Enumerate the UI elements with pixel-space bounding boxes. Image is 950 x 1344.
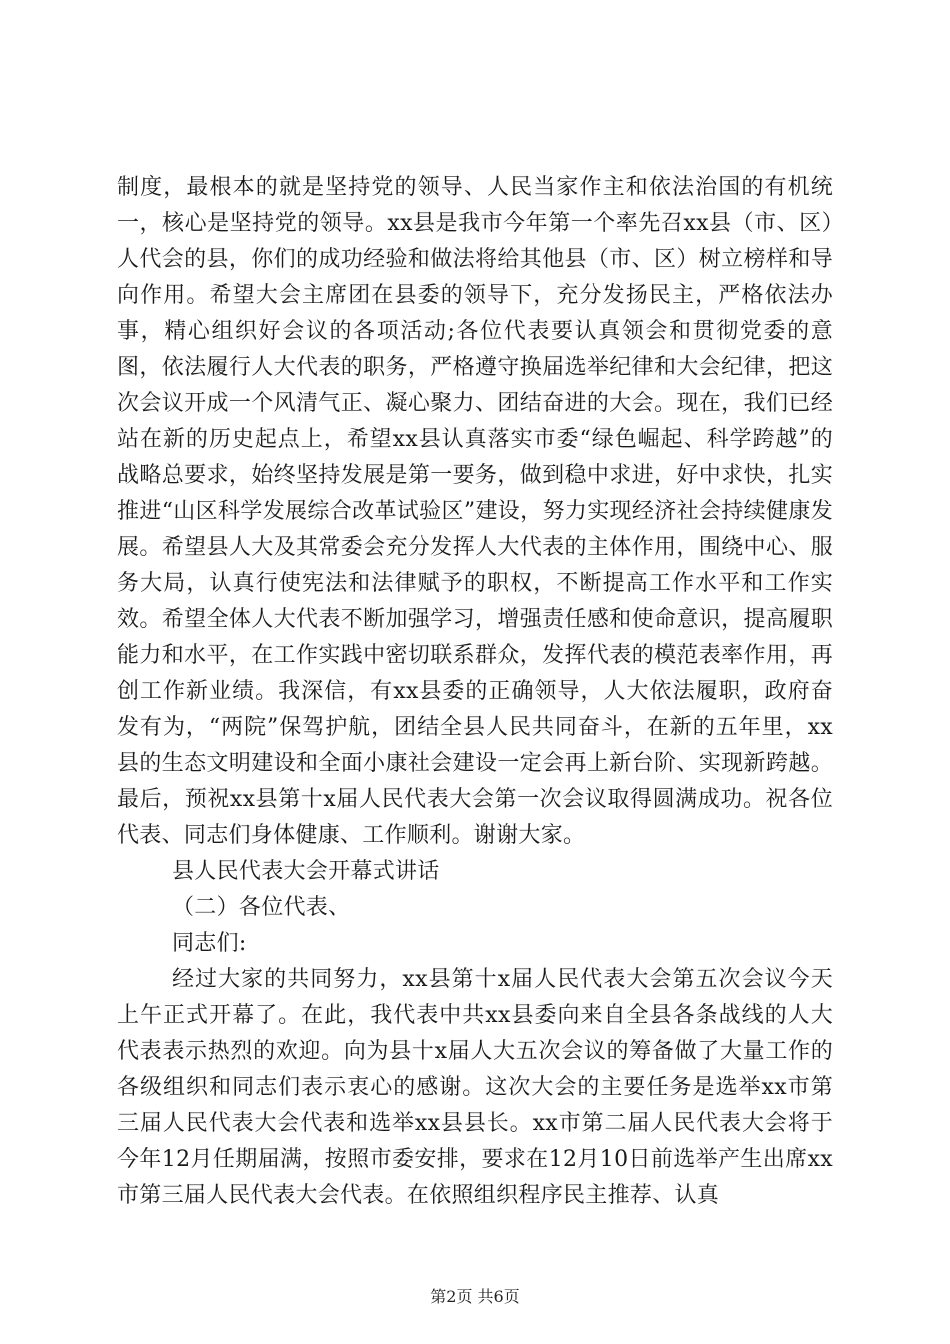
body-paragraph: 经过大家的共同努力，xx县第十x届人民代表大会第五次会议今天上午正式开幕了。在此，我代表中共xx县委向来自全县各条战线的人大代表表示热烈的欢迎。向为县十x届人大五次会议的筹备做了大量工作的各级组织和同志们表示衷心的感谢。这次大会的主要任务是选举xx市第三届人民代表大会代表和选举xx县县长。xx市第二届人民代表大会将于今年12月任期届满，按照市委安排，要求在12月10日前选举产生出席xx市第三届人民代表大会代表。在依照组织程序民主推荐、认真 bbox=[117, 967, 833, 1208]
document-body bbox=[117, 170, 833, 1214]
paragraph-continued: 制度，最根本的就是坚持党的领导、人民当家作主和依法治国的有机统一，核心是坚持党的领导。xx县是我市今年第一个率先召xx县（市、区）人代会的县，你们的成功经验和做法将给其他县（市、区）树立榜样和导向作用。希望大会主席团在县委的领导下，充分发扬民主，严格依法办事，精心组织好会议的各项活动;各位代表要认真领会和贯彻党委的意图，依法履行人大代表的职务，严格遵守换届选举纪律和大会纪律，把这次会议开成一个风清气正、凝心聚力、团结奋进的大会。现在，我们已经站在新的历史起点上，希望xx县认真落实市委“绿色崛起、科学跨越”的战略总要求，始终坚持发展是第一要务，做到稳中求进，好中求快，扎实推进“山区科学发展综合改革试验区”建设，努力实现经济社会持续健康发展。希望县人大及其常委会充分发挥人大代表的主体作用，围绕中心、服务大局，认真行使宪法和法律赋予的职权，不断提高工作水平和工作实效。希望全体人大代表不断加强学习，增强责任感和使命意识，提高履职能力和水平，在工作实践中密切联系群众，发挥代表的模范表率作用，再创工作新业绩。我深信，有xx县委的正确领导，人大依法履职，政府奋发有为，“两院”保驾护航，团结全县人民共同奋斗，在新的五年里，xx县的生态文明建设和全面小康社会建设一定会再上新台阶、实现新跨越。最后，预祝xx县第十x届人民代表大会第一次会议取得圆满成功。祝各位代表、同志们身体健康、工作顺利。谢谢大家。 bbox=[117, 175, 833, 848]
salutation: 同志们: bbox=[172, 931, 247, 956]
section-title: 县人民代表大会开幕式讲话 bbox=[172, 859, 440, 884]
page-footer: 第2页 共6页 bbox=[430, 1287, 520, 1306]
section-number: （二）各位代表、 bbox=[172, 895, 351, 920]
